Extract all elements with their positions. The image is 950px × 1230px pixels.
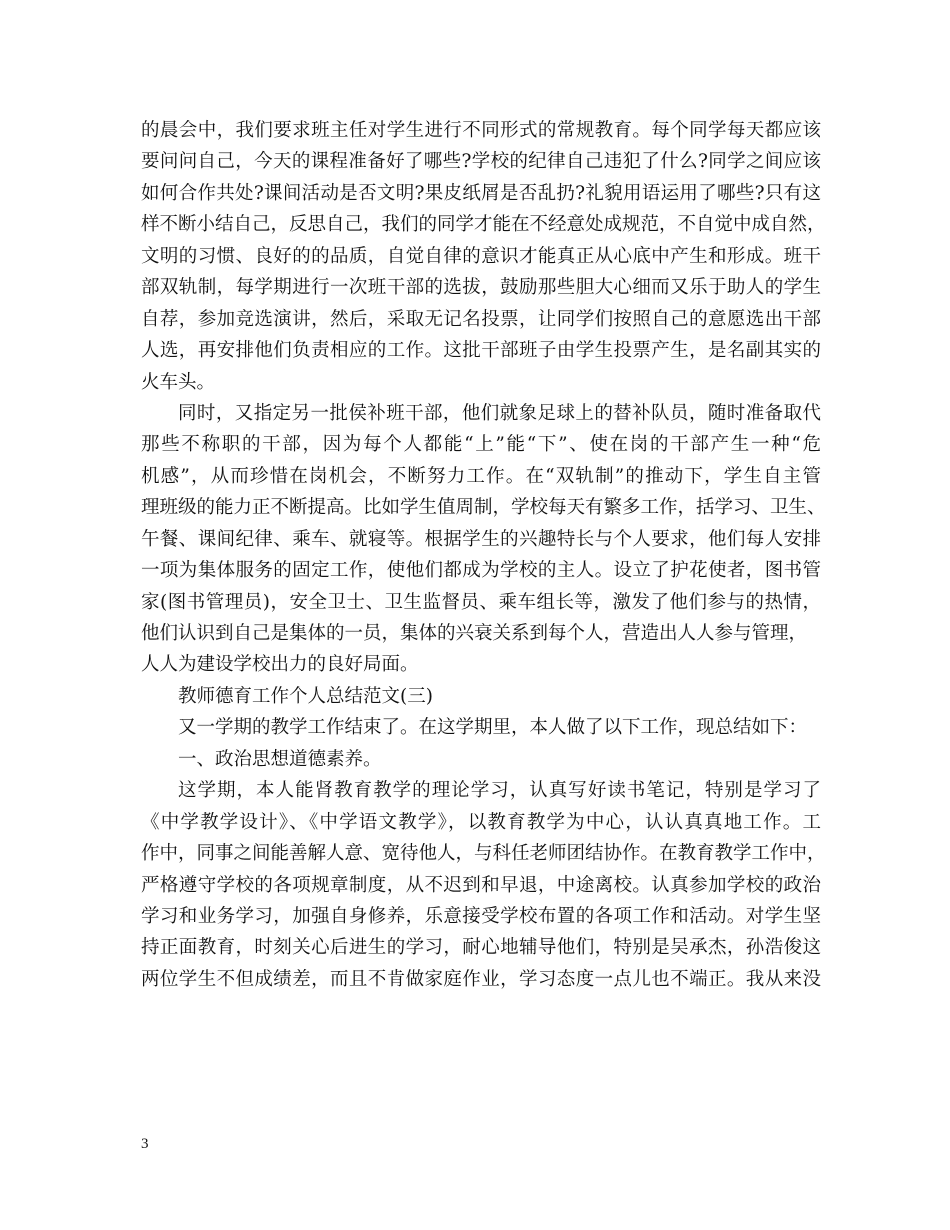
text-line: 他们认识到自己是集体的一员，集体的兴衰关系到每个人，营造出人人参与管理， bbox=[141, 623, 808, 644]
subsection-heading: 一、政治思想道德素养。 bbox=[178, 748, 382, 770]
text-line: 部双轨制，每学期进行一次班干部的选拔，鼓励那些胆大心细而又乐于助人的学生 bbox=[141, 277, 821, 299]
text-line: 《中学教学设计》、《中学语文教学》，以教育教学为中心，认认真真地工作。工 bbox=[141, 811, 821, 833]
paragraph-start-line: 这学期，本人能肾教育教学的理论学习，认真写好读书笔记，特别是学习了 bbox=[178, 780, 821, 802]
text-line: 两位学生不但成绩差，而且不肯做家庭作业，学习态度一点儿也不端正。我从来没 bbox=[141, 968, 821, 990]
text-line: 自荐，参加竞选演讲，然后，采取无记名投票，让同学们按照自己的意愿选出干部 bbox=[141, 308, 821, 330]
text-line: 严格遵守学校的各项规章制度，从不迟到和早退，中途离校。认真参加学校的政治 bbox=[141, 874, 821, 896]
section-title: 教师德育工作个人总结范文(三) bbox=[178, 685, 433, 707]
text-line: 理班级的能力正不断提高。比如学生值周制，学校每天有繁多工作，括学习、卫生、 bbox=[141, 497, 826, 519]
paragraph-start-line: 同时，又指定另一批侯补班干部，他们就象足球上的替补队员，随时准备取代 bbox=[178, 402, 821, 424]
paragraph-start-line: 又一学期的教学工作结束了。在这学期里，本人做了以下工作，现总结如下： bbox=[178, 717, 808, 739]
text-line: 人人为建设学校出力的良好局面。 bbox=[141, 654, 419, 676]
text-line: 持正面教育，时刻关心后进生的学习，耐心地辅导他们，特别是吴承杰，孙浩俊这 bbox=[141, 937, 821, 959]
text-line: 一项为集体服务的固定工作，使他们都成为学校的主人。设立了护花使者，图书管 bbox=[141, 560, 821, 582]
text-line: 火车头。 bbox=[141, 371, 216, 393]
text-line: 样不断小结自己，反思自己，我们的同学才能在不经意处成规范，不自觉中成自然， bbox=[141, 214, 826, 236]
text-line: 文明的习惯、良好的的品质，自觉自律的意识才能真正从心底中产生和形成。班干 bbox=[141, 245, 821, 267]
text-line: 的晨会中，我们要求班主任对学生进行不同形式的常规教育。每个同学每天都应该 bbox=[141, 120, 821, 141]
page-number: 3 bbox=[141, 1136, 149, 1152]
text-line: 作中，同事之间能善解人意、宽待他人，与科任老师团结协作。在教育教学工作中， bbox=[141, 843, 826, 865]
text-line: 机感”，从而珍惜在岗机会，不断努力工作。在“双轨制”的推动下，学生自主管 bbox=[141, 465, 821, 487]
text-line: 家(图书管理员)，安全卫士、卫生监督员、乘车组长等，激发了他们参与的热情， bbox=[141, 591, 821, 613]
text-line: 午餐、课间纪律、乘车、就寝等。根据学生的兴趣特长与个人要求，他们每人安排 bbox=[141, 528, 821, 550]
text-line: 人选，再安排他们负责相应的工作。这批干部班子由学生投票产生，是名副其实的 bbox=[141, 340, 821, 362]
text-line: 那些不称职的干部，因为每个人都能“上”能“下”、使在岗的干部产生一种“危 bbox=[141, 434, 821, 456]
text-line: 如何合作共处?课间活动是否文明?果皮纸屑是否乱扔?礼貌用语运用了哪些?只有这 bbox=[141, 182, 821, 204]
body-text bbox=[141, 115, 826, 995]
text-line: 学习和业务学习，加强自身修养，乐意接受学校布置的各项工作和活动。对学生坚 bbox=[141, 905, 821, 927]
text-line: 要问问自己，今天的课程准备好了哪些?学校的纪律自己违犯了什么?同学之间应该 bbox=[141, 151, 821, 173]
